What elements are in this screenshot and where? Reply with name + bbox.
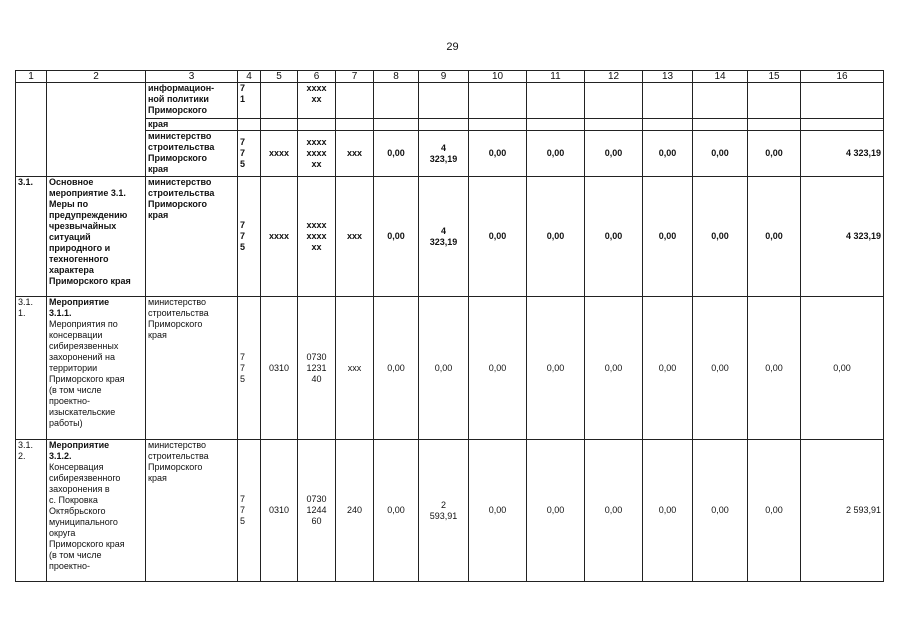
table-row xyxy=(16,131,884,177)
cell-grbs: 7 7 5 xyxy=(238,440,261,582)
cell-executor: министерство строительства Приморского края xyxy=(146,177,238,297)
cell-value: 0,00 xyxy=(643,297,693,440)
cell-name xyxy=(47,297,146,440)
cell-value: 0,00 xyxy=(374,440,419,582)
cell-csr: xxxx xxxx xx xyxy=(298,177,336,297)
cell-value: 4 323,19 xyxy=(419,177,469,297)
cell-value: 0,00 xyxy=(469,440,527,582)
cell-value: 0,00 xyxy=(748,131,801,177)
cell-value: 0,00 xyxy=(527,177,585,297)
cell-value: 0,00 xyxy=(374,297,419,440)
cell-vr: xxx xyxy=(336,177,374,297)
cell-empty xyxy=(419,83,469,119)
cell-empty xyxy=(693,119,748,131)
header-cell: 7 xyxy=(336,71,374,83)
cell-value: 0,00 xyxy=(748,440,801,582)
cell-value: 4 323,19 xyxy=(419,131,469,177)
cell-empty xyxy=(238,119,261,131)
cell-csr: xxxx xx xyxy=(298,83,336,119)
cell-value: 0,00 xyxy=(527,440,585,582)
cell-executor: информацион- ной политики Приморского xyxy=(146,83,238,119)
cell-grbs: 7 7 5 xyxy=(238,131,261,177)
cell-empty xyxy=(693,83,748,119)
cell-value: 0,00 xyxy=(748,177,801,297)
cell-executor: министерство строительства Приморского края xyxy=(146,297,238,440)
cell-number: 3.1. 2. xyxy=(16,440,47,582)
measure-description: Мероприятия по консервации сибиреязвенных захоронений на территории Приморского края (в том числе проектно- изыскательские работы) xyxy=(49,319,125,428)
cell-value: 0,00 xyxy=(643,440,693,582)
cell-number xyxy=(16,83,47,177)
cell-value: 2 593,91 xyxy=(419,440,469,582)
cell-empty xyxy=(801,119,884,131)
header-cell: 15 xyxy=(748,71,801,83)
cell-number: 3.1. 1. xyxy=(16,297,47,440)
cell-empty xyxy=(527,83,585,119)
cell-rzpr: xxxx xyxy=(261,177,298,297)
cell-value: 0,00 xyxy=(585,177,643,297)
cell-executor: министерство строительства Приморского края xyxy=(146,131,238,177)
cell-empty xyxy=(469,119,527,131)
header-cell: 13 xyxy=(643,71,693,83)
cell-number: 3.1. xyxy=(16,177,47,297)
cell-vr: 240 xyxy=(336,440,374,582)
header-cell: 16 xyxy=(801,71,884,83)
cell-csr: xxxx xxxx xx xyxy=(298,131,336,177)
measure-title: Мероприятие 3.1.2. xyxy=(49,440,110,461)
budget-table xyxy=(15,70,884,582)
cell-empty xyxy=(643,83,693,119)
header-cell: 2 xyxy=(47,71,146,83)
cell-value: 0,00 xyxy=(585,440,643,582)
cell-total: 0,00 xyxy=(801,297,884,440)
cell-rzpr: xxxx xyxy=(261,131,298,177)
cell-value: 0,00 xyxy=(693,177,748,297)
table-row xyxy=(16,297,884,440)
cell-vr: xxx xyxy=(336,131,374,177)
cell-value: 0,00 xyxy=(585,297,643,440)
header-cell: 1 xyxy=(16,71,47,83)
cell-value: 0,00 xyxy=(693,297,748,440)
measure-title: Мероприятие 3.1.1. xyxy=(49,297,110,318)
cell-value: 0,00 xyxy=(643,131,693,177)
cell-name xyxy=(47,440,146,582)
cell-empty xyxy=(298,119,336,131)
table-row xyxy=(16,83,884,119)
cell-rzpr: 0310 xyxy=(261,297,298,440)
cell-name: Основное мероприятие 3.1. Меры по предупреждению чрезвычайных ситуаций природного и техногенного характера Приморского края xyxy=(47,177,146,297)
cell-empty xyxy=(585,83,643,119)
cell-value: 0,00 xyxy=(419,297,469,440)
cell-vr: xxx xyxy=(336,297,374,440)
cell-total: 2 593,91 xyxy=(801,440,884,582)
cell-empty xyxy=(261,119,298,131)
cell-grbs: 7 7 5 xyxy=(238,297,261,440)
cell-total: 4 323,19 xyxy=(801,131,884,177)
cell-value: 0,00 xyxy=(374,177,419,297)
header-cell: 9 xyxy=(419,71,469,83)
cell-grbs: 7 1 xyxy=(238,83,261,119)
cell-rzpr: 0310 xyxy=(261,440,298,582)
cell-value: 0,00 xyxy=(469,177,527,297)
header-cell: 6 xyxy=(298,71,336,83)
cell-rzpr xyxy=(261,83,298,119)
header-row xyxy=(16,71,884,83)
cell-csr: 0730 1231 40 xyxy=(298,297,336,440)
cell-executor: края xyxy=(146,119,238,131)
header-cell: 12 xyxy=(585,71,643,83)
cell-empty xyxy=(748,83,801,119)
cell-value: 0,00 xyxy=(693,131,748,177)
cell-empty xyxy=(374,119,419,131)
page-number: 29 xyxy=(446,41,459,53)
cell-value: 0,00 xyxy=(693,440,748,582)
cell-empty xyxy=(643,119,693,131)
header-cell: 11 xyxy=(527,71,585,83)
cell-value: 0,00 xyxy=(748,297,801,440)
table-row xyxy=(16,440,884,582)
cell-total: 4 323,19 xyxy=(801,177,884,297)
cell-empty xyxy=(469,83,527,119)
table-row xyxy=(16,177,884,297)
header-cell: 14 xyxy=(693,71,748,83)
cell-empty xyxy=(374,83,419,119)
header-cell: 3 xyxy=(146,71,238,83)
cell-empty xyxy=(419,119,469,131)
cell-vr xyxy=(336,83,374,119)
table-row xyxy=(16,119,884,131)
header-cell: 10 xyxy=(469,71,527,83)
cell-value: 0,00 xyxy=(527,131,585,177)
cell-empty xyxy=(527,119,585,131)
cell-empty xyxy=(585,119,643,131)
cell-value: 0,00 xyxy=(527,297,585,440)
cell-csr: 0730 1244 60 xyxy=(298,440,336,582)
cell-empty xyxy=(336,119,374,131)
measure-description: Консервация сибиреязвенного захоронения в с. Покровка Октябрьского муниципального округа Приморского края (в том числе проектно- xyxy=(49,462,125,571)
cell-name xyxy=(47,83,146,177)
cell-value: 0,00 xyxy=(374,131,419,177)
cell-empty xyxy=(748,119,801,131)
header-cell: 5 xyxy=(261,71,298,83)
cell-value: 0,00 xyxy=(469,131,527,177)
header-cell: 4 xyxy=(238,71,261,83)
header-cell: 8 xyxy=(374,71,419,83)
cell-empty xyxy=(801,83,884,119)
cell-value: 0,00 xyxy=(469,297,527,440)
cell-grbs: 7 7 5 xyxy=(238,177,261,297)
cell-executor: министерство строительства Приморского края xyxy=(146,440,238,582)
cell-value: 0,00 xyxy=(643,177,693,297)
cell-value: 0,00 xyxy=(585,131,643,177)
